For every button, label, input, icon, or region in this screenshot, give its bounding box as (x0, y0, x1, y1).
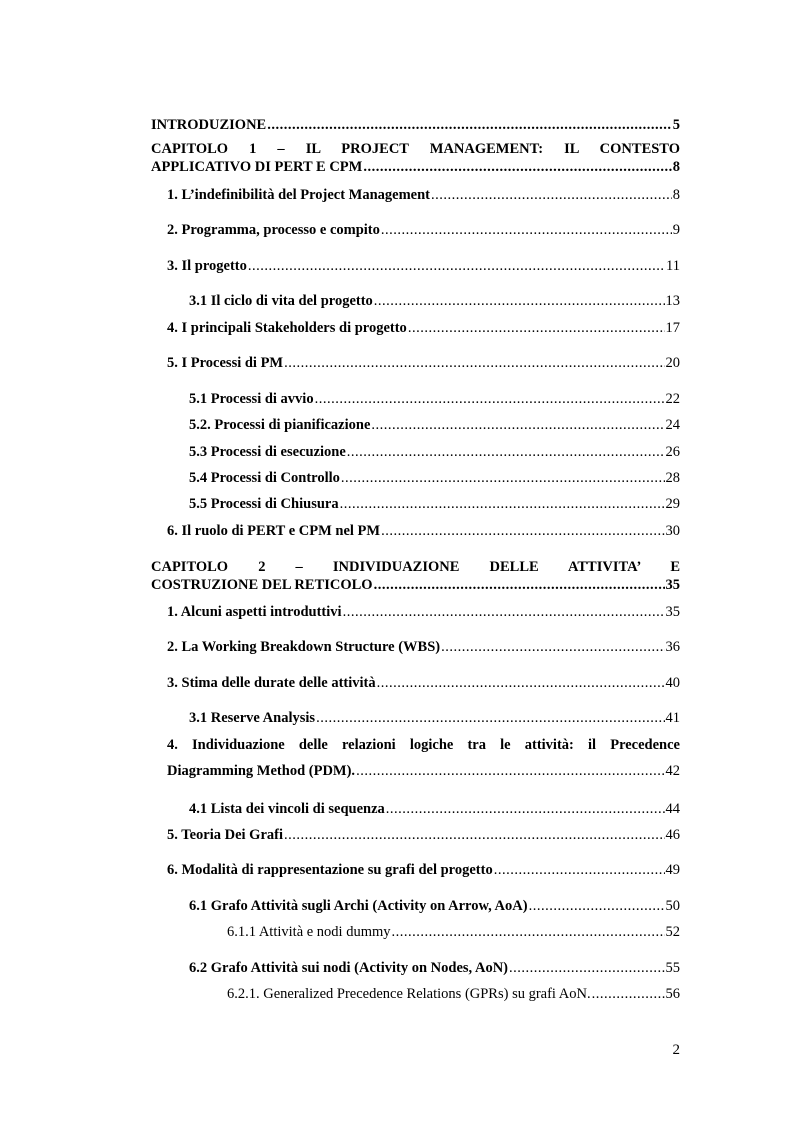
toc-entry-page: 36 (665, 639, 680, 655)
toc-entry-ch2-section-1[interactable] (167, 603, 680, 621)
toc-entry-title: 6.2 Grafo Attività sui nodi (Activity on Nodes, AoN) (189, 960, 508, 976)
toc-entry-title: 5.5 Processi di Chiusura (189, 496, 339, 512)
toc-leader-dots (377, 674, 665, 692)
toc-entry-title: Diagramming Method (PDM). (167, 763, 356, 779)
toc-leader-dots (592, 985, 665, 1003)
toc-entry-title: COSTRUZIONE DEL RETICOLO (151, 577, 373, 593)
toc-entry-title: 6.2.1. Generalized Precedence Relations (GPRs) su grafi AoN. (227, 986, 591, 1002)
toc-leader-dots (381, 221, 672, 239)
toc-entry-page: 20 (665, 355, 680, 371)
toc-entry-page: 56 (665, 986, 680, 1002)
toc-leader-dots (343, 603, 665, 621)
toc-entry-title: 6. Modalità di rappresentazione su grafi del progetto (167, 862, 493, 878)
toc-entry-title: 5.1 Processi di avvio (189, 391, 314, 407)
toc-leader-dots (341, 469, 665, 487)
toc-entry-ch2-section-4-1[interactable] (189, 800, 680, 818)
toc-entry-title: 2. Programma, processo e compito (167, 222, 380, 238)
toc-leader-dots (315, 390, 665, 408)
toc-entry-title: INTRODUZIONE (151, 117, 267, 133)
toc-entry-title: 5. I Processi di PM (167, 355, 284, 371)
toc-entry-title: APPLICATIVO DI PERT E CPM (151, 159, 363, 175)
toc-entry-page: 50 (665, 898, 680, 914)
toc-entry-ch2-section-3[interactable] (167, 674, 680, 692)
toc-entry-capitolo-2[interactable] (151, 558, 680, 594)
toc-entry-title: 3. Stima delle durate delle attività (167, 675, 376, 691)
toc-entry-page: 44 (665, 801, 680, 817)
toc-entry-title: 5. Teoria Dei Grafi (167, 827, 283, 843)
toc-entry-title: 1. Alcuni aspetti introduttivi (167, 604, 342, 620)
toc-entry-ch2-section-6-2-1[interactable] (227, 985, 680, 1003)
toc-entry-page: 26 (665, 444, 680, 460)
toc-entry-title: 2. La Working Breakdown Structure (WBS) (167, 639, 441, 655)
toc-entry-page: 52 (665, 924, 680, 940)
toc-leader-dots (284, 354, 664, 372)
toc-entry-section-5-4[interactable] (189, 469, 680, 487)
toc-leader-dots (374, 576, 665, 594)
toc-entry-title-line1: CAPITOLO 1 – IL PROJECT MANAGEMENT: IL CONTESTO (151, 141, 680, 157)
toc-entry-title-line1: 4. Individuazione delle relazioni logiche tra le attività: il Precedence (167, 737, 680, 753)
toc-entry-introduzione[interactable] (151, 116, 680, 134)
toc-leader-dots (347, 443, 665, 461)
toc-entry-title: 3.1 Reserve Analysis (189, 710, 316, 726)
toc-entry-ch2-section-2[interactable] (167, 638, 680, 656)
toc-entry-section-5-2[interactable] (189, 416, 680, 434)
toc-entry-page: 41 (665, 710, 680, 726)
toc-entry-page: 24 (665, 417, 680, 433)
toc-entry-page: 28 (665, 470, 680, 486)
toc-leader-dots (363, 158, 671, 176)
toc-entry-title: 5.4 Processi di Controllo (189, 470, 340, 486)
toc-leader-dots (316, 709, 664, 727)
toc-entry-page: 40 (665, 675, 680, 691)
toc-entry-page: 29 (665, 496, 680, 512)
toc-entry-title: 1. L’indefinibilità del Project Management (167, 187, 430, 203)
toc-entry-section-5-5[interactable] (189, 495, 680, 513)
toc-entry-page: 8 (672, 159, 680, 175)
toc-leader-dots (374, 292, 665, 310)
toc-entry-title: 3.1 Il ciclo di vita del progetto (189, 293, 373, 309)
toc-leader-dots (408, 319, 665, 337)
toc-entry-title: 4. I principali Stakeholders di progetto (167, 320, 407, 336)
toc-leader-dots (371, 416, 664, 434)
toc-entry-section-6[interactable] (167, 522, 680, 540)
toc-leader-dots (340, 495, 665, 513)
toc-entry-section-5-1[interactable] (189, 390, 680, 408)
toc-entry-ch2-section-4[interactable] (167, 736, 680, 780)
toc-leader-dots (381, 522, 664, 540)
toc-entry-ch2-section-5[interactable] (167, 826, 680, 844)
toc-entry-page: 42 (665, 763, 680, 779)
toc-entry-title-line1: CAPITOLO 2 – INDIVIDUAZIONE DELLE ATTIVITA’ E (151, 559, 680, 575)
toc-entry-page: 30 (665, 523, 680, 539)
toc-entry-title: 6. Il ruolo di PERT e CPM nel PM (167, 523, 381, 539)
page-number: 2 (672, 1042, 680, 1058)
toc-entry-title: 5.3 Processi di esecuzione (189, 444, 346, 460)
toc-leader-dots (356, 762, 664, 780)
toc-entry-page: 13 (665, 293, 680, 309)
toc-entry-title: 6.1 Grafo Attività sugli Archi (Activity on Arrow, AoA) (189, 898, 528, 914)
toc-leader-dots (267, 116, 672, 134)
toc-entry-section-5[interactable] (167, 354, 680, 372)
toc-entry-page: 9 (672, 222, 680, 238)
toc-entry-section-5-3[interactable] (189, 443, 680, 461)
toc-entry-page: 8 (672, 187, 680, 203)
toc-entry-title: 3. Il progetto (167, 258, 247, 274)
toc-entry-ch2-section-3-1[interactable] (189, 709, 680, 727)
toc-leader-dots (284, 826, 665, 844)
toc-entry-title: 5.2. Processi di pianificazione (189, 417, 371, 433)
toc-leader-dots (248, 257, 665, 275)
toc-entry-page: 46 (665, 827, 680, 843)
toc-entry-capitolo-1[interactable] (151, 140, 680, 176)
toc-entry-page: 35 (665, 577, 680, 593)
toc-entry-page: 22 (665, 391, 680, 407)
toc-entry-page: 11 (666, 258, 680, 274)
toc-leader-dots (431, 186, 672, 204)
toc-entry-ch2-section-6-1[interactable] (189, 897, 680, 915)
toc-entry-title: 6.1.1 Attività e nodi dummy (227, 924, 391, 940)
toc-entry-page: 5 (672, 117, 680, 133)
toc-leader-dots (494, 861, 665, 879)
toc-leader-dots (509, 959, 665, 977)
toc-entry-section-4[interactable] (167, 319, 680, 337)
toc-entry-page: 35 (665, 604, 680, 620)
toc-entry-ch2-section-6-1-1[interactable] (227, 923, 680, 941)
toc-entry-ch2-section-6[interactable] (167, 861, 680, 879)
toc-entry-page: 55 (665, 960, 680, 976)
toc-leader-dots (386, 800, 665, 818)
toc-leader-dots (392, 923, 665, 941)
toc-entry-section-3-1[interactable] (189, 292, 680, 310)
toc-entry-section-1[interactable] (167, 186, 680, 204)
toc-entry-section-3[interactable] (167, 257, 680, 275)
toc-leader-dots (529, 897, 665, 915)
toc-entry-page: 17 (665, 320, 680, 336)
toc-entry-ch2-section-6-2[interactable] (189, 959, 680, 977)
toc-entry-title: 4.1 Lista dei vincoli di sequenza (189, 801, 385, 817)
toc-entry-page: 49 (665, 862, 680, 878)
toc-leader-dots (441, 638, 664, 656)
toc-entry-section-2[interactable] (167, 221, 680, 239)
